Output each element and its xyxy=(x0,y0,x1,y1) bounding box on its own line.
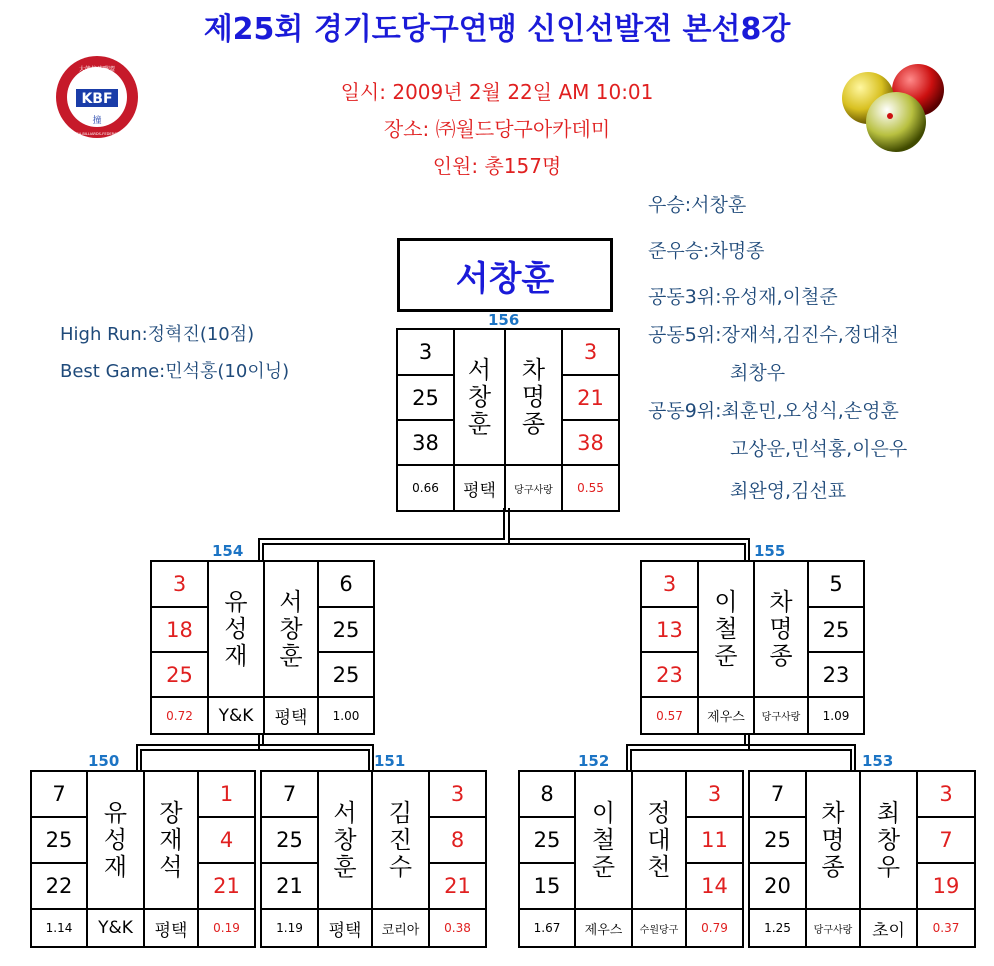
event-date: 일시: 2009년 2월 22일 AM 10:01 xyxy=(340,80,654,104)
m153-right-target: 7 xyxy=(918,818,976,864)
logo-top-text: 大韓撞球聯盟 xyxy=(78,66,116,73)
m152-right-club: 수원당구 xyxy=(633,910,687,948)
m153-left-score: 20 xyxy=(750,864,807,910)
m152-left-average: 1.67 xyxy=(520,910,576,948)
m152-left-score: 15 xyxy=(520,864,576,910)
m151-left-club: 평택 xyxy=(319,910,373,948)
page-title: 제25회 경기도당구연맹 신인선발전 본선8강 xyxy=(203,12,791,47)
m150-left-innings: 7 xyxy=(32,772,88,818)
m155-left-score: 23 xyxy=(642,653,699,698)
m151-right-club: 코리아 xyxy=(373,910,430,948)
connector xyxy=(258,538,505,540)
connector xyxy=(854,744,856,770)
m151-left-name: 서 창 훈 xyxy=(319,772,373,910)
connector xyxy=(262,735,264,744)
m151-right-score: 21 xyxy=(430,864,487,910)
result-fifth: 공동5위:장재석,김진수,정대천 xyxy=(648,324,899,346)
connector xyxy=(503,508,505,538)
m151-right-name: 김 진 수 xyxy=(373,772,430,910)
m150-left-target: 25 xyxy=(32,818,88,864)
m155-right-target: 25 xyxy=(809,608,865,653)
m155-left-average: 0.57 xyxy=(642,698,699,735)
event-venue: 장소: ㈜월드당구아카데미 xyxy=(383,117,611,141)
connector xyxy=(136,744,138,770)
connector xyxy=(626,744,746,746)
m155-left-innings: 3 xyxy=(642,562,699,608)
result-ninth-cont-1: 고상운,민석홍,이은우 xyxy=(730,438,908,460)
match-150 xyxy=(30,770,256,948)
match-number-152: 152 xyxy=(578,752,610,770)
m154-right-target: 25 xyxy=(319,608,375,653)
match-number-156: 156 xyxy=(488,311,520,329)
m154-left-average: 0.72 xyxy=(152,698,209,735)
result-third: 공동3위:유성재,이철준 xyxy=(648,286,838,308)
connector xyxy=(630,749,632,770)
connector xyxy=(630,749,750,751)
match-154 xyxy=(150,560,375,735)
m155-right-average: 1.09 xyxy=(809,698,865,735)
m152-left-target: 25 xyxy=(520,818,576,864)
m156-left-name: 서 창 훈 xyxy=(455,330,506,466)
m150-right-target: 4 xyxy=(199,818,256,864)
m151-left-target: 25 xyxy=(262,818,319,864)
m154-right-average: 1.00 xyxy=(319,698,375,735)
match-156 xyxy=(396,328,620,512)
result-first: 우승:서창훈 xyxy=(648,194,747,216)
result-fifth-cont: 최창우 xyxy=(730,362,786,384)
m151-left-score: 21 xyxy=(262,864,319,910)
connector xyxy=(262,744,374,746)
high-run: High Run:정혁진(10점) xyxy=(60,324,255,345)
match-153 xyxy=(748,770,976,948)
m156-right-club: 당구사랑 xyxy=(506,466,563,512)
champion-box xyxy=(397,238,613,312)
match-155 xyxy=(640,560,865,735)
match-151 xyxy=(260,770,487,948)
connector xyxy=(258,538,260,562)
m152-right-average: 0.79 xyxy=(687,910,744,948)
m150-left-club: Y&K xyxy=(88,910,145,948)
logo-ring-text: KOREA-BILLIARDS-FEDERATION xyxy=(69,132,125,136)
m154-right-name: 서 창 훈 xyxy=(265,562,319,698)
kbf-logo-icon xyxy=(55,55,139,139)
match-number-151: 151 xyxy=(374,752,406,770)
m155-left-club: 제우스 xyxy=(699,698,755,735)
connector xyxy=(258,749,370,751)
connector xyxy=(850,749,852,770)
m153-left-target: 25 xyxy=(750,818,807,864)
m150-left-name: 유 성 재 xyxy=(88,772,145,910)
billiard-balls-icon xyxy=(838,60,958,156)
event-count: 인원: 총157명 xyxy=(432,154,562,178)
m154-right-club: 평택 xyxy=(265,698,319,735)
result-second: 준우승:차명종 xyxy=(648,240,765,262)
connector xyxy=(503,543,745,545)
m150-right-innings: 1 xyxy=(199,772,256,818)
m155-left-target: 13 xyxy=(642,608,699,653)
connector xyxy=(262,543,510,545)
m150-right-club: 평택 xyxy=(145,910,199,948)
m151-right-innings: 3 xyxy=(430,772,487,818)
m153-left-club: 당구사랑 xyxy=(807,910,861,948)
connector xyxy=(368,749,370,770)
m156-left-innings: 3 xyxy=(398,330,455,376)
match-number-154: 154 xyxy=(212,542,244,560)
m154-left-score: 25 xyxy=(152,653,209,698)
m156-left-average: 0.66 xyxy=(398,466,455,512)
m151-left-average: 1.19 xyxy=(262,910,319,948)
m154-left-target: 18 xyxy=(152,608,209,653)
m152-left-name: 이 철 준 xyxy=(576,772,633,910)
m152-right-target: 11 xyxy=(687,818,744,864)
connector xyxy=(258,735,260,749)
logo-letters: KBF xyxy=(81,91,113,107)
m153-right-name: 최 창 우 xyxy=(861,772,918,910)
m156-left-club: 평택 xyxy=(455,466,506,512)
m153-right-club: 초이 xyxy=(861,910,918,948)
m152-left-innings: 8 xyxy=(520,772,576,818)
m153-left-innings: 7 xyxy=(750,772,807,818)
m153-right-innings: 3 xyxy=(918,772,976,818)
connector xyxy=(748,749,852,751)
m150-left-score: 22 xyxy=(32,864,88,910)
m153-left-name: 차 명 종 xyxy=(807,772,861,910)
m154-right-innings: 6 xyxy=(319,562,375,608)
connector xyxy=(744,735,746,744)
m152-right-name: 정 대 천 xyxy=(633,772,687,910)
m155-right-score: 23 xyxy=(809,653,865,698)
best-game: Best Game:민석홍(10이닝) xyxy=(60,361,290,382)
m151-right-average: 0.38 xyxy=(430,910,487,948)
m154-left-innings: 3 xyxy=(152,562,209,608)
m150-right-average: 0.19 xyxy=(199,910,256,948)
m154-right-score: 25 xyxy=(319,653,375,698)
m153-right-score: 19 xyxy=(918,864,976,910)
m156-right-innings: 3 xyxy=(563,330,620,376)
connector xyxy=(744,744,856,746)
m155-right-innings: 5 xyxy=(809,562,865,608)
m151-right-target: 8 xyxy=(430,818,487,864)
m156-left-target: 25 xyxy=(398,376,455,421)
match-number-153: 153 xyxy=(862,752,894,770)
logo-bottom-char: 撞 xyxy=(92,116,102,126)
m156-left-score: 38 xyxy=(398,421,455,466)
m150-right-name: 장 재 석 xyxy=(145,772,199,910)
m156-right-target: 21 xyxy=(563,376,620,421)
result-ninth: 공동9위:최훈민,오성식,손영훈 xyxy=(648,400,899,422)
connector xyxy=(136,744,264,746)
m156-right-score: 38 xyxy=(563,421,620,466)
m150-right-score: 21 xyxy=(199,864,256,910)
connector xyxy=(626,744,628,770)
champion-name: 서창훈 xyxy=(455,258,555,299)
m155-right-name: 차 명 종 xyxy=(755,562,809,698)
m155-right-club: 당구사랑 xyxy=(755,698,809,735)
connector xyxy=(140,749,142,770)
m153-left-average: 1.25 xyxy=(750,910,807,948)
m154-left-club: Y&K xyxy=(209,698,265,735)
m152-right-innings: 3 xyxy=(687,772,744,818)
m155-left-name: 이 철 준 xyxy=(699,562,755,698)
result-ninth-cont-2: 최완영,김선표 xyxy=(730,480,847,502)
m150-left-average: 1.14 xyxy=(32,910,88,948)
m153-right-average: 0.37 xyxy=(918,910,976,948)
connector xyxy=(748,735,750,749)
connector xyxy=(748,538,750,562)
m156-right-average: 0.55 xyxy=(563,466,620,512)
m152-right-score: 14 xyxy=(687,864,744,910)
match-number-150: 150 xyxy=(88,752,120,770)
m156-right-name: 차 명 종 xyxy=(506,330,563,466)
m154-left-name: 유 성 재 xyxy=(209,562,265,698)
connector xyxy=(508,538,750,540)
match-152 xyxy=(518,770,744,948)
match-number-155: 155 xyxy=(754,542,786,560)
connector xyxy=(140,749,260,751)
m152-left-club: 제우스 xyxy=(576,910,633,948)
m151-left-innings: 7 xyxy=(262,772,319,818)
